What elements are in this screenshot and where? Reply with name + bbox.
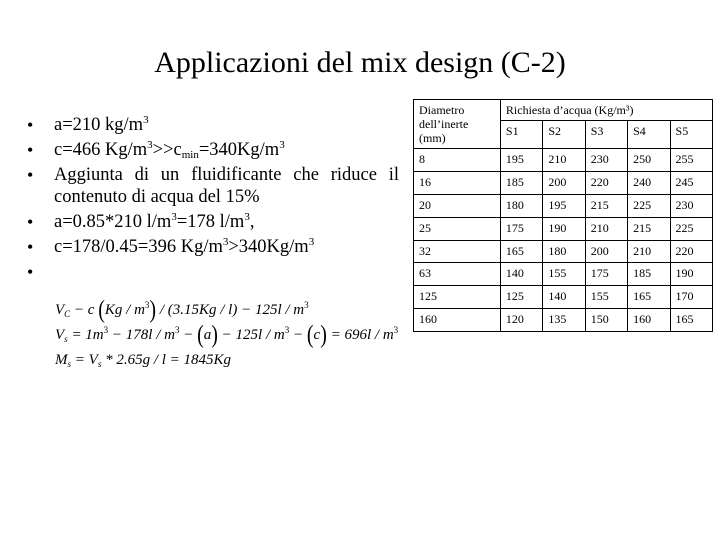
water-value-cell: 250 [628,149,670,172]
water-value-cell: 180 [500,194,542,217]
diameter-cell: 32 [414,240,501,263]
table-header-row [414,100,713,121]
water-value-cell: 190 [670,263,712,286]
bullet-item: • c=466 $Kg/m^3>>c_{min}=340Kg/m^3$ [27,139,285,161]
water-value-cell: 120 [500,309,542,332]
slide-title: Applicazioni del mix design (C-2) [154,46,566,79]
water-value-cell: 140 [543,286,585,309]
bullet-list [27,114,399,282]
water-value-cell: 215 [628,217,670,240]
water-value-cell: 220 [670,240,712,263]
water-value-cell: 160 [628,309,670,332]
water-value-cell: 165 [628,286,670,309]
water-value-cell: 210 [585,217,627,240]
slump-header: S2 [543,121,585,149]
water-value-cell: 215 [585,194,627,217]
water-value-cell: 200 [585,240,627,263]
table-row [414,286,713,309]
water-value-cell: 185 [628,263,670,286]
water-demand-header: Richiesta d’acqua (Kg/m³) [500,100,712,121]
water-value-cell: 165 [500,240,542,263]
diameter-cell: 63 [414,263,501,286]
water-value-cell: 195 [543,194,585,217]
water-value-cell: 185 [500,171,542,194]
slump-header: S4 [628,121,670,149]
water-value-cell: 125 [500,286,542,309]
bullet-dot: • [27,115,34,135]
diameter-cell: 8 [414,149,501,172]
bullet-dot: • [27,140,34,160]
table-row [414,309,713,332]
water-value-cell: 190 [543,217,585,240]
diameter-cell: 25 [414,217,501,240]
table-row [414,240,713,263]
bullet-dot: • [27,165,34,185]
water-value-cell: 230 [585,149,627,172]
bullet-dot: • [27,262,34,282]
slump-header: S1 [500,121,542,149]
formula-line-vs: $V_s = 1m^3 - 178l / m^3 - (a) - 125l / m^3 - (c) = 696l / m^3$ [55,321,399,349]
table-row [414,149,713,172]
water-value-cell: 225 [628,194,670,217]
bullet-item: • Aggiunta di un fluidificante che riduce il contenuto di acqua del 15% [27,165,399,207]
diameter-cell: 16 [414,171,501,194]
water-value-cell: 140 [500,263,542,286]
diameter-cell: 20 [414,194,501,217]
diameter-cell: 160 [414,309,501,332]
water-value-cell: 200 [543,171,585,194]
water-value-cell: 240 [628,171,670,194]
formula-line-vc: $V_C - c$ $(Kg / m^3) / (3.15Kg / l) - 125l / m^3$ [55,296,309,324]
table-body [414,149,713,332]
water-value-cell: 245 [670,171,712,194]
water-value-cell: 220 [585,171,627,194]
slump-header: S5 [670,121,712,149]
water-value-cell: 225 [670,217,712,240]
water-value-cell: 175 [500,217,542,240]
table-row [414,171,713,194]
bullet-item: • c=178/0.45=396 $Kg/m^3>340Kg/m^3$ [27,236,315,257]
water-value-cell: 210 [543,149,585,172]
water-value-cell: 155 [543,263,585,286]
water-value-cell: 165 [670,309,712,332]
diameter-cell: 125 [414,286,501,309]
slump-header: S3 [585,121,627,149]
table-row [414,263,713,286]
water-value-cell: 255 [670,149,712,172]
table-row [414,194,713,217]
diameter-header: Diametro dell’inerte (mm) [414,100,501,149]
bullet-item: • a=210 $kg/m^3$ [27,114,149,135]
table-row [414,217,713,240]
water-value-cell: 170 [670,286,712,309]
water-demand-table [413,99,713,332]
bullet-dot: • [27,237,34,257]
water-value-cell: 155 [585,286,627,309]
formula-line-ms: $M_s = V_s * 2.65g / l = 1845Kg$ [55,352,232,369]
water-value-cell: 195 [500,149,542,172]
water-value-cell: 180 [543,240,585,263]
water-value-cell: 230 [670,194,712,217]
water-value-cell: 175 [585,263,627,286]
water-value-cell: 210 [628,240,670,263]
water-value-cell: 150 [585,309,627,332]
formula-block [55,296,399,373]
water-value-cell: 135 [543,309,585,332]
bullet-item: • a=0.85*210 $l/m^3=178$ $l/m^3$, [27,211,255,232]
bullet-dot: • [27,212,34,232]
